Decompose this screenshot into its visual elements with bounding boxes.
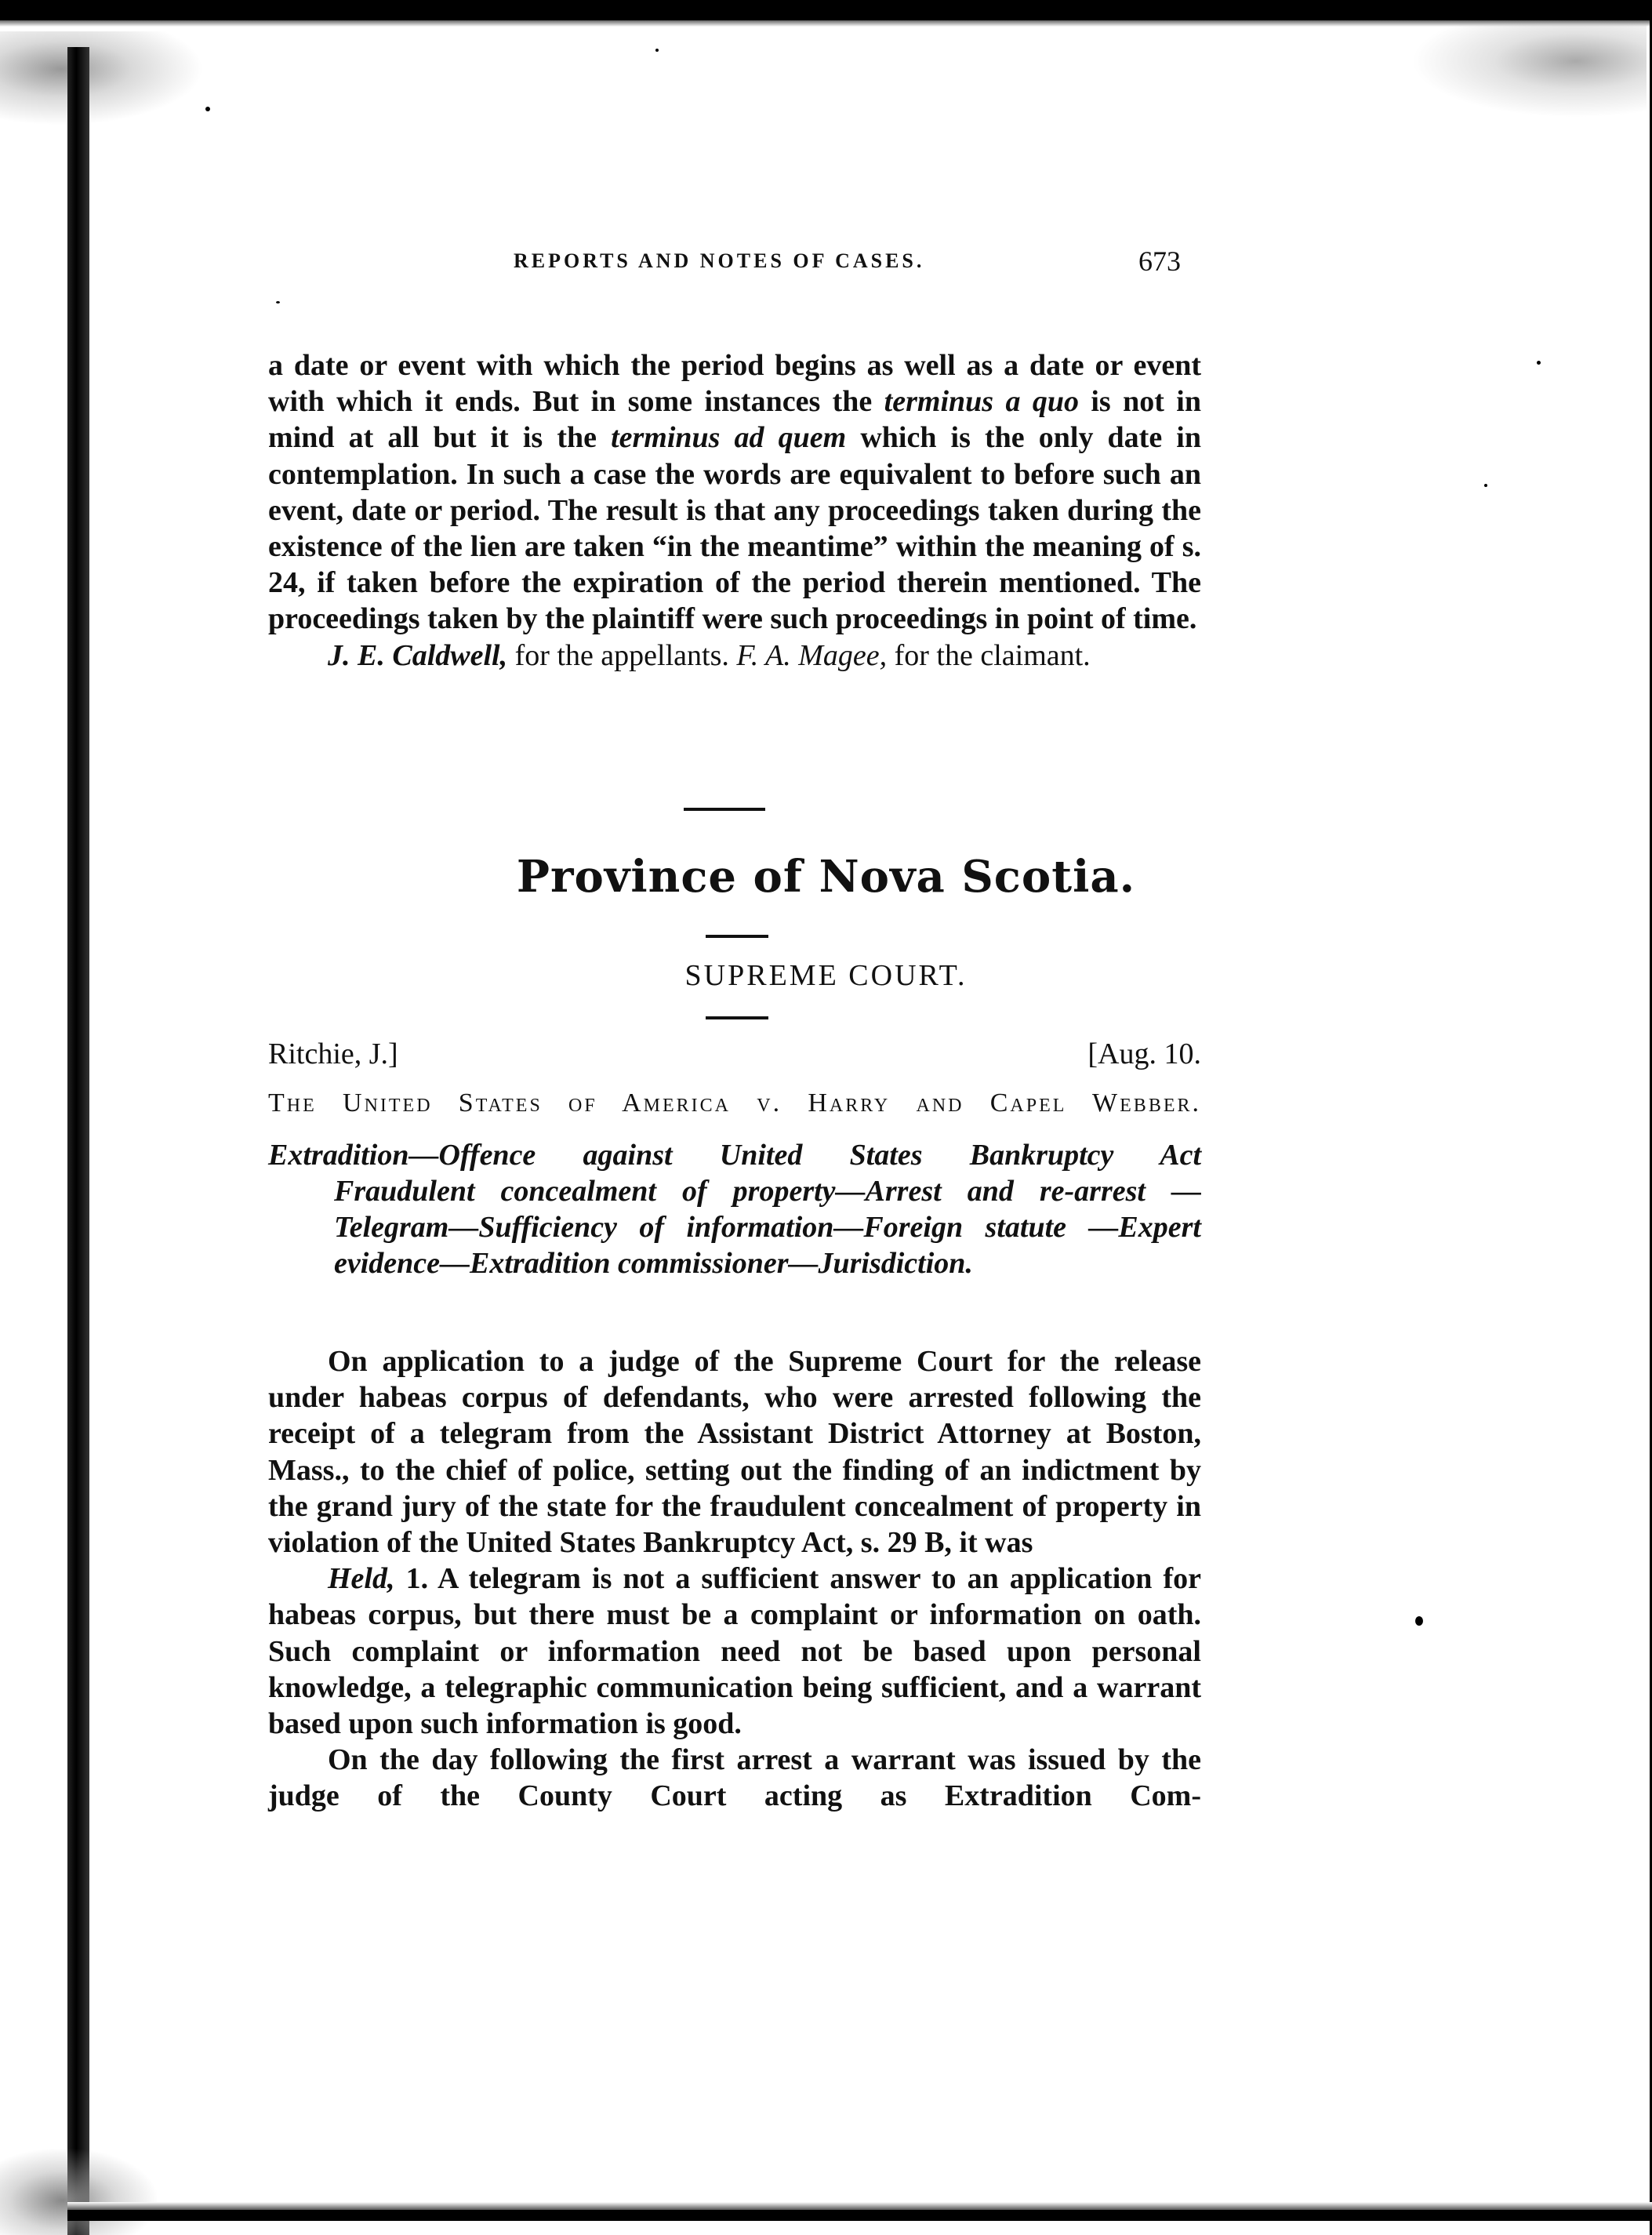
counsel-role: for the appellants. [507, 638, 737, 672]
scan-speck [655, 49, 659, 52]
scan-smudge [0, 2149, 157, 2235]
section-rule [706, 935, 768, 938]
text-run: is not in mind at all but it is the [268, 385, 1201, 455]
scan-speck [1415, 1616, 1423, 1626]
judge-name: Ritchie, J.] [268, 1038, 398, 1070]
text-run: a date or event with which the period begins as well as a date or event with which it ends. But in some instances the [268, 349, 1201, 419]
headnote-continuation: Fraudulent concealment of property—Arrest and re-arrest —Telegram—Sufficiency of information—Foreign statute —Expert evidence—Extradition commissioner—Jurisdiction. [334, 1175, 1201, 1280]
headnote [268, 1137, 1201, 1281]
scan-border-left [67, 47, 89, 2235]
scan-border-bottom-shadow [67, 2202, 1652, 2210]
counsel-role: for the claimant. [887, 638, 1091, 672]
scan-border-top [0, 0, 1652, 20]
province-heading: Province of Nova Scotia. [516, 851, 1136, 903]
court-heading: SUPREME COURT. [684, 959, 968, 992]
scan-speck [1537, 361, 1541, 365]
scan-speck [205, 107, 210, 111]
scan-smudge [0, 31, 204, 125]
scan-speck [1484, 484, 1487, 487]
headnote-first-line: Extradition—Offence against United States Bankruptcy Act [268, 1139, 1201, 1172]
held-label: Held, [328, 1562, 395, 1596]
section-rule [684, 808, 765, 811]
scan-border-top-shadow [0, 20, 1652, 27]
scan-speck [276, 301, 280, 303]
scan-border-bottom [67, 2210, 1652, 2221]
continuation-paragraph [268, 347, 1201, 674]
scan-smudge [1411, 24, 1647, 118]
page-number: 673 [1138, 245, 1181, 277]
counsel-name: F. A. Magee, [736, 638, 888, 672]
decision-date: [Aug. 10. [1087, 1038, 1201, 1070]
case-body [268, 1343, 1201, 1815]
counsel-name: J. E. Caldwell, [328, 638, 508, 672]
running-head: REPORTS AND NOTES OF CASES. [514, 249, 925, 272]
text-run: which is the only date in contemplation. In such a case the words are equivalent to before such an event, date or period. The result is that any proceedings taken during the existence of the lien are taken “in the meantime” within the meaning of s. 24, if taken before the expiration of the period therein mentioned. The proceedings taken by the plaintiff were such proceedings in point of time. [268, 421, 1201, 636]
following-paragraph: On the day following the first arrest a warrant was issued by the judge of the County Court acting as Extradition Com- [268, 1743, 1201, 1813]
italic-term: terminus ad quem [611, 421, 847, 455]
case-title: The United States of America v. Harry and Capel Webber. [268, 1088, 1201, 1118]
held-paragraph [268, 1561, 1201, 1742]
italic-term: terminus a quo [884, 385, 1079, 419]
held-text: 1. A telegram is not a sufficient answer to an application for habeas corpus, but there must be a complaint or information on oath. Such complaint or information need not be based upon personal knowledge, a telegraphic communication being sufficient, and a warrant based upon such information is good. [268, 1562, 1201, 1741]
application-paragraph: On application to a judge of the Supreme Court for the release under habeas corpus of defendants, who were arrested following the receipt of a telegram from the Assistant District Attorney at Boston, Mass., to the chief of police, setting out the finding of an indictment by the grand jury of the state for the fraudulent concealment of property in violation of the United States Bankruptcy Act, s. 29 B, it was [268, 1345, 1201, 1560]
counsel-line [268, 638, 1201, 674]
section-rule [706, 1016, 768, 1019]
